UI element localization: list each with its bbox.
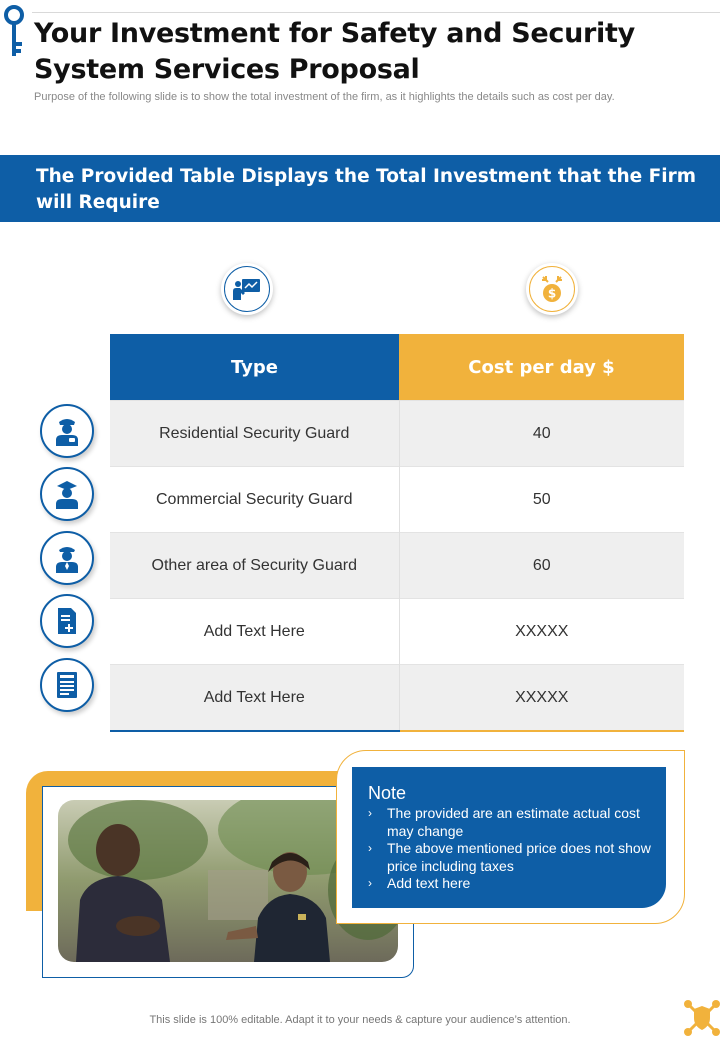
- note-list: [368, 805, 658, 893]
- investment-table: [110, 334, 684, 732]
- money-icon: [537, 274, 567, 304]
- note-item-text: The above mentioned price does not show price including taxes: [387, 840, 651, 874]
- type-cell: Other area of Security Guard: [110, 533, 399, 599]
- banner-text: The Provided Table Displays the Total Investment that the Firm will Require: [36, 166, 696, 213]
- note-item: [368, 840, 658, 875]
- note-box: [352, 767, 666, 908]
- page-title: Your Investment for Safety and Security System Services Proposal: [34, 18, 635, 85]
- table-row: [110, 599, 684, 665]
- presentation-icon: [232, 276, 262, 302]
- police-officer-icon: [54, 416, 80, 446]
- document-icon: [56, 671, 78, 699]
- cost-cell: XXXXX: [399, 665, 684, 732]
- top-divider: [32, 12, 720, 13]
- note-item: [368, 805, 658, 840]
- chevron-right-icon: ›: [368, 876, 372, 890]
- officer-icon: [54, 543, 80, 573]
- cost-cell: XXXXX: [399, 599, 684, 665]
- cost-column-header: Cost per day $: [399, 334, 684, 401]
- type-column-header: Type: [110, 334, 399, 401]
- row-icon-circle: [40, 404, 94, 458]
- note-item-text: Add text here: [387, 875, 471, 891]
- page-subtitle: Purpose of the following slide is to show the total investment of the firm, as it highlights the details such as cost per day.: [34, 91, 615, 103]
- cost-cell: 40: [399, 401, 684, 467]
- svg-text:$: $: [547, 286, 557, 301]
- table-row: [110, 665, 684, 732]
- row-icon-circle: [40, 531, 94, 585]
- row-icon-circle: [40, 594, 94, 648]
- chevron-right-icon: ›: [368, 841, 372, 855]
- type-cell: Add Text Here: [110, 665, 399, 732]
- type-cell: Residential Security Guard: [110, 401, 399, 467]
- footer-text: This slide is 100% editable. Adapt it to your needs & capture your audience’s attention.: [149, 1014, 571, 1026]
- document-plus-icon: [56, 607, 78, 635]
- key-icon: [2, 4, 26, 58]
- type-cell: Add Text Here: [110, 599, 399, 665]
- note-title: Note: [368, 783, 407, 803]
- cost-cell: 60: [399, 533, 684, 599]
- table-header-row: [110, 334, 684, 401]
- note-item: [368, 875, 658, 893]
- cost-header-icon-circle: [526, 263, 578, 315]
- row-icon-circle: [40, 467, 94, 521]
- type-header-icon-circle: [221, 263, 273, 315]
- table-row: [110, 533, 684, 599]
- chevron-right-icon: ›: [368, 806, 372, 820]
- section-banner: [0, 155, 720, 222]
- row-icon-circle: [40, 658, 94, 712]
- type-cell: Commercial Security Guard: [110, 467, 399, 533]
- shield-logo-icon: [682, 998, 720, 1038]
- cost-cell: 50: [399, 467, 684, 533]
- guard-cap-icon: [54, 479, 80, 509]
- table-row: [110, 401, 684, 467]
- table-row: [110, 467, 684, 533]
- note-item-text: The provided are an estimate actual cost may change: [387, 805, 640, 839]
